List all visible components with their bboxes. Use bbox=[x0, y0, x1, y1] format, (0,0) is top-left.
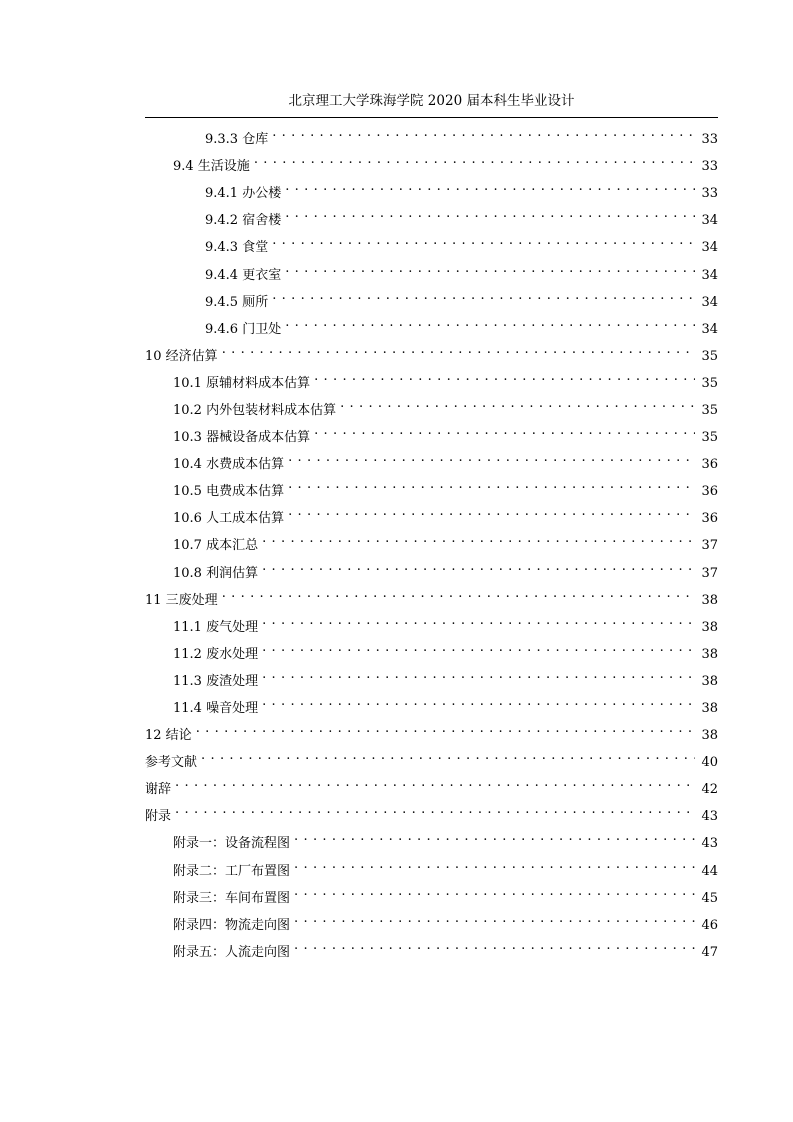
toc-entry-page-number: 42 bbox=[701, 782, 718, 798]
toc-dot-leader bbox=[272, 286, 695, 306]
toc-entry-line bbox=[145, 719, 793, 746]
toc-entry-page-number: 33 bbox=[701, 132, 718, 148]
toc-entry-line bbox=[173, 475, 793, 502]
toc-entry-page-number: 43 bbox=[701, 809, 718, 825]
toc-dot-leader bbox=[262, 665, 695, 685]
toc-entry-title: 附录五：人流走向图 bbox=[173, 944, 291, 960]
toc-entry bbox=[0, 123, 793, 150]
toc-dot-leader bbox=[294, 855, 695, 875]
toc-entry-page-number: 40 bbox=[701, 755, 718, 771]
toc-dot-leader bbox=[294, 827, 695, 847]
toc-dot-leader bbox=[288, 475, 695, 495]
toc-entry-title: 附录一：设备流程图 bbox=[173, 836, 291, 852]
toc-entry bbox=[0, 177, 793, 204]
toc-entry-title: 附录二：工厂布置图 bbox=[173, 863, 291, 879]
toc-entry-page-number: 46 bbox=[701, 917, 718, 933]
toc-dot-leader bbox=[222, 584, 696, 604]
toc-entry-title: 10.8 利润估算 bbox=[173, 565, 259, 581]
toc-entry-line bbox=[173, 529, 793, 556]
toc-entry-title: 9.4.5 厕所 bbox=[205, 294, 269, 310]
toc-entry-line bbox=[173, 827, 793, 854]
toc-dot-leader bbox=[175, 800, 695, 820]
toc-entry-title: 12 结论 bbox=[145, 728, 192, 744]
toc-entry-title: 10.7 成本汇总 bbox=[173, 538, 259, 554]
toc-entry-line bbox=[173, 448, 793, 475]
toc-entry-page-number: 37 bbox=[701, 538, 718, 554]
toc-entry-line bbox=[173, 611, 793, 638]
toc-entry bbox=[0, 367, 793, 394]
toc-entry-line bbox=[173, 394, 793, 421]
toc-dot-leader bbox=[294, 909, 695, 929]
toc-entry-line bbox=[173, 665, 793, 692]
toc-entry-page-number: 35 bbox=[701, 348, 718, 364]
toc-entry bbox=[0, 286, 793, 313]
toc-entry-title: 谢辞 bbox=[145, 782, 172, 798]
toc-entry-title: 9.4.1 办公楼 bbox=[205, 186, 282, 202]
toc-entry-line bbox=[205, 286, 793, 313]
toc-entry bbox=[0, 313, 793, 340]
toc-entry-line bbox=[145, 584, 793, 611]
toc-entry-line bbox=[205, 177, 793, 204]
toc-entry-page-number: 34 bbox=[701, 321, 718, 337]
toc-entry bbox=[0, 394, 793, 421]
toc-entry-page-number: 35 bbox=[701, 430, 718, 446]
toc-entry bbox=[0, 611, 793, 638]
toc-entry bbox=[0, 692, 793, 719]
toc-entry-title: 11.3 废渣处理 bbox=[173, 673, 259, 689]
toc-dot-leader bbox=[288, 502, 695, 522]
toc-entry-line bbox=[145, 746, 793, 773]
toc-entry bbox=[0, 909, 793, 936]
toc-dot-leader bbox=[288, 448, 695, 468]
toc-entry-line bbox=[205, 204, 793, 231]
toc-entry-title: 9.4.4 更衣室 bbox=[205, 267, 282, 283]
toc-entry-page-number: 35 bbox=[701, 375, 718, 391]
toc-entry bbox=[0, 827, 793, 854]
toc-entry-title: 10.6 人工成本估算 bbox=[173, 511, 285, 527]
toc-entry-page-number: 34 bbox=[701, 294, 718, 310]
toc-entry-title: 9.4 生活设施 bbox=[173, 159, 250, 175]
toc-dot-leader bbox=[201, 746, 695, 766]
toc-dot-leader bbox=[175, 773, 695, 793]
toc-entry-line bbox=[173, 557, 793, 584]
toc-dot-leader bbox=[262, 692, 695, 712]
toc-entry-page-number: 38 bbox=[701, 646, 718, 662]
toc-entry-title: 10.2 内外包装材料成本估算 bbox=[173, 402, 337, 418]
toc-entry bbox=[0, 882, 793, 909]
toc-entry-title: 9.4.6 门卫处 bbox=[205, 321, 282, 337]
toc-entry-page-number: 43 bbox=[701, 836, 718, 852]
toc-dot-leader bbox=[314, 421, 695, 441]
toc-entry-page-number: 44 bbox=[701, 863, 718, 879]
toc-dot-leader bbox=[272, 231, 695, 251]
toc-entry-title: 10.1 原辅材料成本估算 bbox=[173, 375, 311, 391]
toc-dot-leader bbox=[285, 313, 695, 333]
toc-entry-page-number: 37 bbox=[701, 565, 718, 581]
toc-entry-title: 11 三废处理 bbox=[145, 592, 218, 608]
toc-entry-page-number: 34 bbox=[701, 213, 718, 229]
toc-entry-line bbox=[173, 936, 793, 963]
toc-entry-page-number: 36 bbox=[701, 457, 718, 473]
toc-entry-title: 11.2 废水处理 bbox=[173, 646, 259, 662]
toc-entry-page-number: 33 bbox=[701, 186, 718, 202]
toc-entry bbox=[0, 421, 793, 448]
toc-entry bbox=[0, 665, 793, 692]
toc-dot-leader bbox=[285, 204, 695, 224]
toc-entry bbox=[0, 557, 793, 584]
toc-entry bbox=[0, 855, 793, 882]
toc-entry bbox=[0, 773, 793, 800]
toc-entry bbox=[0, 529, 793, 556]
toc-entry bbox=[0, 584, 793, 611]
toc-dot-leader bbox=[294, 882, 695, 902]
toc-dot-leader bbox=[340, 394, 695, 414]
toc-entry-page-number: 38 bbox=[701, 619, 718, 635]
toc-entry-page-number: 35 bbox=[701, 402, 718, 418]
toc-entry-title: 10.5 电费成本估算 bbox=[173, 484, 285, 500]
toc-entry-page-number: 38 bbox=[701, 701, 718, 717]
toc-entry bbox=[0, 448, 793, 475]
toc-entry bbox=[0, 800, 793, 827]
toc-dot-leader bbox=[285, 259, 695, 279]
toc-dot-leader bbox=[285, 177, 695, 197]
toc-entry-page-number: 34 bbox=[701, 240, 718, 256]
toc-entry-page-number: 36 bbox=[701, 484, 718, 500]
toc-dot-leader bbox=[272, 123, 695, 143]
toc-entry-page-number: 38 bbox=[701, 728, 718, 744]
toc-entry-title: 11.4 噪音处理 bbox=[173, 701, 259, 717]
toc-entry bbox=[0, 258, 793, 285]
toc-entry-line bbox=[173, 502, 793, 529]
toc-entry-page-number: 36 bbox=[701, 511, 718, 527]
toc-dot-leader bbox=[262, 611, 695, 631]
toc-dot-leader bbox=[262, 557, 695, 577]
toc-entry-title: 附录 bbox=[145, 809, 172, 825]
toc-dot-leader bbox=[254, 150, 696, 170]
page-header: 北京理工大学珠海学院 2020 届本科生毕业设计 bbox=[288, 93, 575, 109]
toc-entry bbox=[0, 150, 793, 177]
toc-entry-line bbox=[173, 882, 793, 909]
toc-entry bbox=[0, 502, 793, 529]
toc-entry-title: 附录三：车间布置图 bbox=[173, 890, 291, 906]
toc-entry-line bbox=[205, 123, 793, 150]
toc-entry-line bbox=[173, 909, 793, 936]
toc-entry bbox=[0, 204, 793, 231]
table-of-contents bbox=[0, 123, 793, 963]
toc-dot-leader bbox=[314, 367, 695, 387]
toc-entry-line bbox=[173, 692, 793, 719]
toc-entry-line bbox=[173, 150, 793, 177]
toc-entry-title: 9.3.3 仓库 bbox=[205, 132, 269, 148]
toc-entry-line bbox=[145, 773, 793, 800]
toc-entry-title: 10.4 水费成本估算 bbox=[173, 457, 285, 473]
toc-entry-title: 9.4.2 宿舍楼 bbox=[205, 213, 282, 229]
toc-entry-title: 参考文献 bbox=[145, 755, 198, 771]
toc-dot-leader bbox=[294, 936, 695, 956]
toc-entry-title: 9.4.3 食堂 bbox=[205, 240, 269, 256]
toc-entry bbox=[0, 231, 793, 258]
toc-entry-title: 10.3 器械设备成本估算 bbox=[173, 430, 311, 446]
toc-entry bbox=[0, 340, 793, 367]
header-rule bbox=[145, 117, 718, 118]
toc-entry-line bbox=[173, 855, 793, 882]
toc-entry-line bbox=[205, 313, 793, 340]
toc-entry-page-number: 47 bbox=[701, 944, 718, 960]
toc-entry bbox=[0, 638, 793, 665]
toc-entry-page-number: 33 bbox=[701, 159, 718, 175]
toc-dot-leader bbox=[262, 529, 695, 549]
toc-dot-leader bbox=[262, 638, 695, 658]
toc-dot-leader bbox=[196, 719, 696, 739]
toc-entry-title: 11.1 废气处理 bbox=[173, 619, 259, 635]
toc-entry bbox=[0, 746, 793, 773]
toc-dot-leader bbox=[222, 340, 696, 360]
toc-entry-line bbox=[205, 259, 793, 286]
toc-entry-line bbox=[145, 800, 793, 827]
toc-entry-page-number: 38 bbox=[701, 673, 718, 689]
toc-entry-title: 附录四：物流走向图 bbox=[173, 917, 291, 933]
toc-entry bbox=[0, 475, 793, 502]
toc-entry-page-number: 45 bbox=[701, 890, 718, 906]
toc-entry-page-number: 34 bbox=[701, 267, 718, 283]
toc-entry-line bbox=[173, 638, 793, 665]
toc-entry bbox=[0, 719, 793, 746]
toc-entry-line bbox=[205, 231, 793, 258]
toc-entry-title: 10 经济估算 bbox=[145, 348, 218, 364]
toc-entry bbox=[0, 936, 793, 963]
toc-entry-line bbox=[145, 340, 793, 367]
toc-entry-page-number: 38 bbox=[701, 592, 718, 608]
toc-entry-line bbox=[173, 421, 793, 448]
toc-entry-line bbox=[173, 367, 793, 394]
